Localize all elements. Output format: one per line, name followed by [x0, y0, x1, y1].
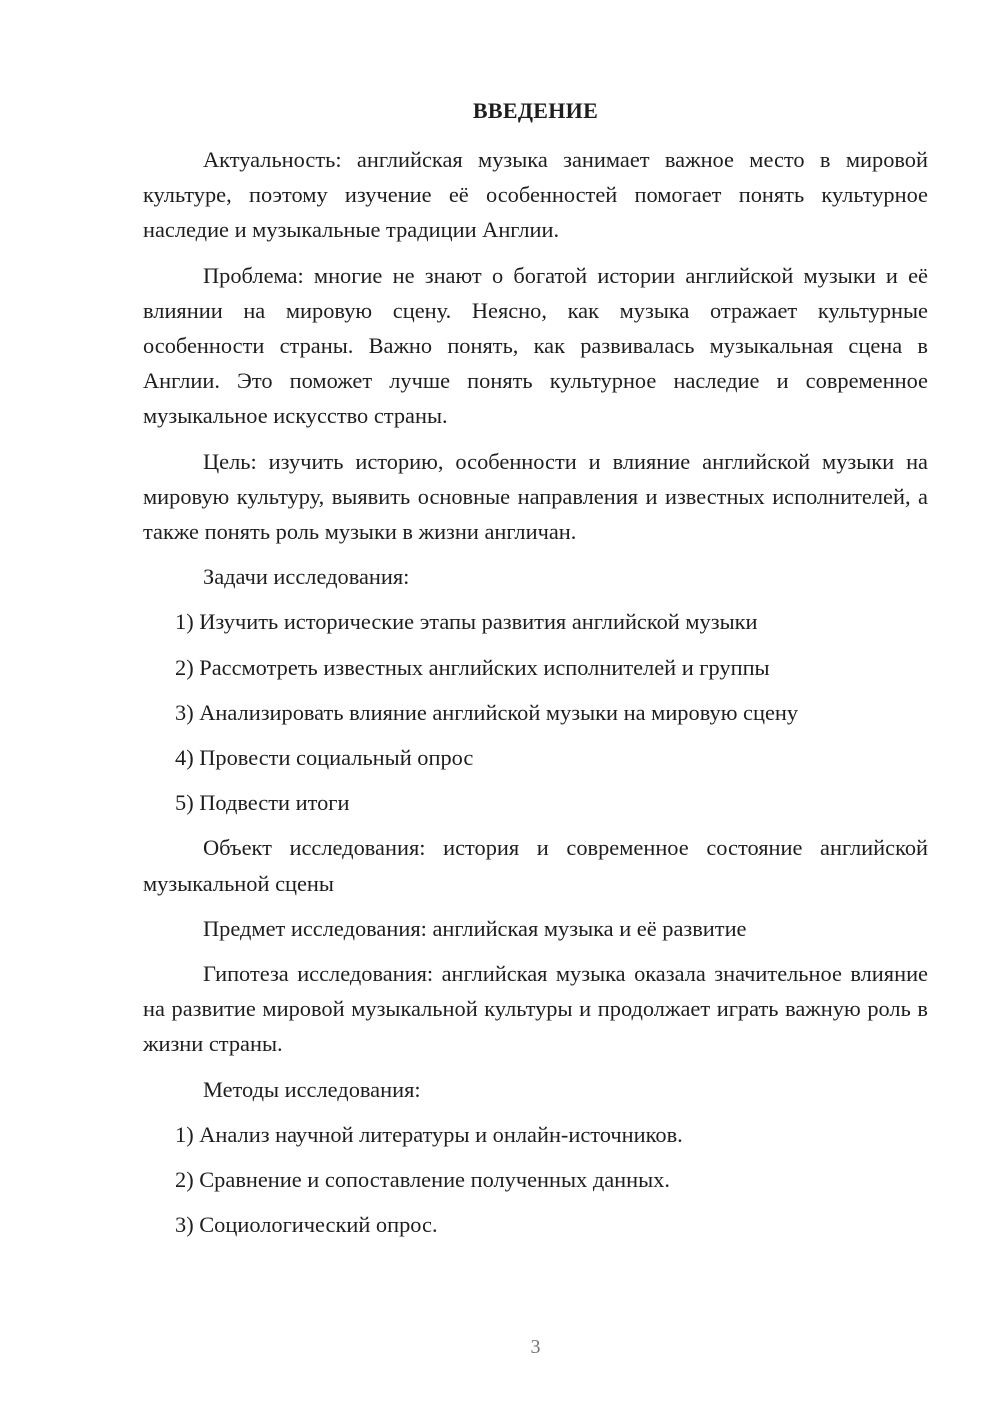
tasks-heading: Задачи исследования:	[203, 564, 410, 590]
list-item: 3) Социологический опрос.	[175, 1212, 438, 1238]
methods-heading: Методы исследования:	[203, 1076, 421, 1102]
paragraph-hypothesis: Гипотеза исследования: английская музыка оказала значительное влияние на развитие мировой музыкальной культуры и продолжает играть важную роль в жизни страны.	[143, 961, 928, 1057]
document-body	[143, 142, 928, 1252]
list-item: 4) Провести социальный опрос	[175, 745, 474, 771]
paragraph-relevance: Актуальность: английская музыка занимает важное место в мировой культуре, поэтому изучение её особенностей помогает понять культурное наследие и музыкальные традиции Англии.	[143, 147, 928, 243]
page-title: ВВЕДЕНИЕ	[472, 98, 599, 123]
list-item: 2) Сравнение и сопоставление полученных данных.	[175, 1167, 670, 1193]
paragraph-object: Объект исследования: история и современное состояние английской музыкальной сцены	[143, 835, 928, 896]
list-item: 2) Рассмотреть известных английских исполнителей и группы	[175, 654, 770, 680]
methods-list	[143, 1117, 928, 1243]
paragraph-goal: Цель: изучить историю, особенности и влияние английской музыки на мировую культуру, выявить основные направления и известных исполнителей, а также понять роль музыки в жизни англичан.	[143, 448, 928, 545]
list-item: 1) Изучить исторические этапы развития английской музыки	[175, 609, 758, 635]
document-page	[143, 0, 928, 1414]
tasks-list	[143, 604, 928, 820]
list-item: 5) Подвести итоги	[175, 790, 350, 816]
list-item: 1) Анализ научной литературы и онлайн-источников.	[175, 1121, 683, 1147]
list-item: 3) Анализировать влияние английской музыки на мировую сцену	[175, 699, 799, 725]
page-number: 3	[530, 1336, 541, 1358]
paragraph-problem: Проблема: многие не знают о богатой истории английской музыки и её влиянии на мировую сцену. Неясно, как музыка отражает культурные особенности страны. Важно понять, как развивалась музыкальная сцена в Англии. Это поможет лучше понять культурное наследие и современное музыкальное искусство страны.	[143, 262, 928, 429]
paragraph-subject: Предмет исследования: английская музыка и её развитие	[203, 915, 747, 941]
